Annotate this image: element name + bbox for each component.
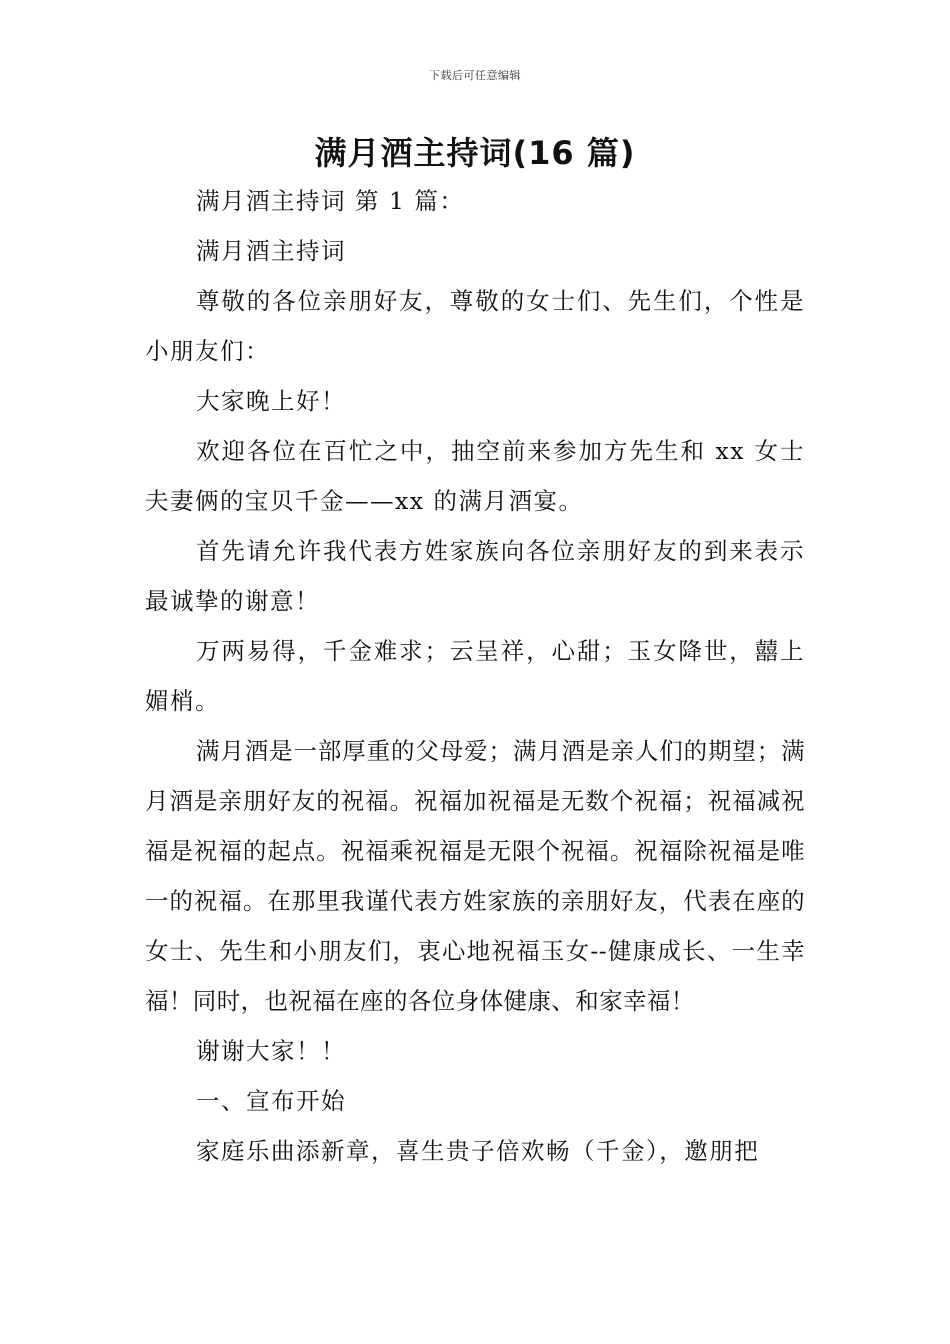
paragraph-thank-you: 谢谢大家！！	[196, 1037, 346, 1065]
paragraph-blessings: 满月酒是一部厚重的父母爱；满月酒是亲人们的期望；满月酒是亲朋好友的祝福。祝福加祝福是无数个祝福；祝福减祝福是祝福的起点。祝福乘祝福是无限个祝福。祝福除祝福是唯一的祝福。在那里我谨代表方姓家族的亲朋好友，代表在座的女士、先生和小朋友们，衷心地祝福玉女--健康成长、一生幸福！同时，也祝福在座的各位身体健康、和家幸福！	[145, 737, 805, 1015]
header-note: 下载后可任意编辑	[429, 69, 521, 82]
paragraph-greeting-address: 尊敬的各位亲朋好友，尊敬的女士们、先生们，个性是小朋友们：	[145, 287, 805, 365]
document-title: 满月酒主持词(16 篇)	[314, 134, 636, 172]
paragraph-verse: 万两易得，千金难求；云呈祥，心甜；玉女降世，囍上媚梢。	[145, 637, 805, 715]
paragraph-welcome: 欢迎各位在百忙之中，抽空前来参加方先生和 xx 女士夫妻俩的宝贝千金——xx 的满月酒宴。	[145, 437, 805, 515]
paragraph-section-one: 一、宣布开始	[196, 1087, 346, 1115]
paragraph-thanks: 首先请允许我代表方姓家族向各位亲朋好友的到来表示最诚挚的谢意！	[145, 537, 805, 615]
paragraph-good-evening: 大家晚上好！	[196, 387, 346, 415]
paragraph-section-heading: 满月酒主持词 第 1 篇：	[196, 187, 465, 215]
paragraph-subtitle: 满月酒主持词	[196, 237, 346, 265]
document-body	[145, 176, 805, 1176]
paragraph-opening-verse: 家庭乐曲添新章，喜生贵子倍欢畅（千金），邀朋把	[196, 1137, 760, 1165]
